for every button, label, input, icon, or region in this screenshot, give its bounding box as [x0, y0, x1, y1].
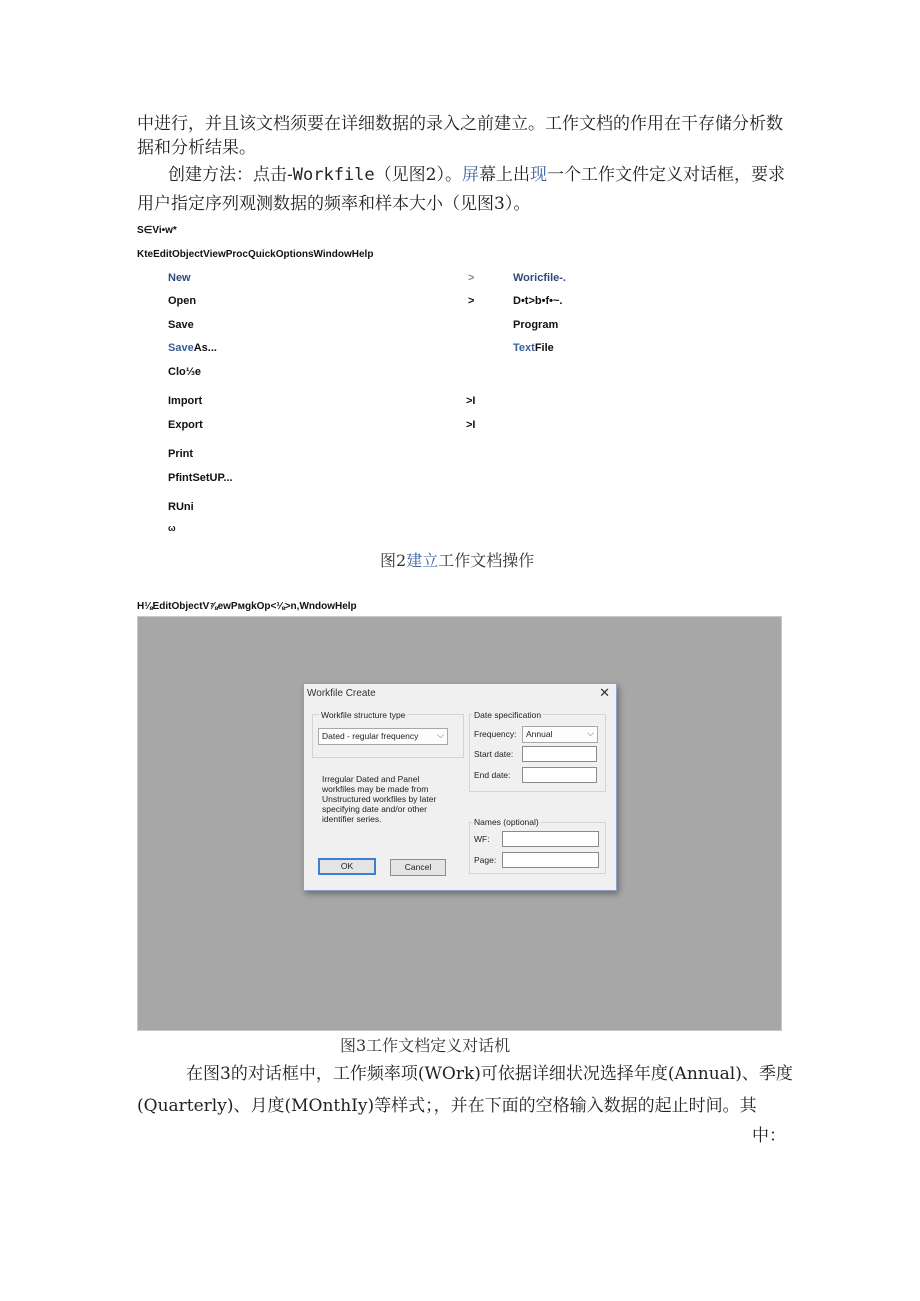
end-date-input[interactable]	[522, 767, 597, 783]
menu-item-save-as[interactable]	[168, 342, 217, 354]
menu-item-print-setup[interactable]: PfintSetUP...	[168, 472, 233, 484]
figure-2-caption	[380, 548, 534, 571]
bottom-line-3: 中：	[752, 1126, 786, 1146]
bottom-line-2: (Quarterly)、月度(MOnthIy)等样式；，并在下面的空格输入数据的起止时间。其	[137, 1096, 757, 1116]
menu-item-new[interactable]: New	[168, 272, 191, 284]
structure-select[interactable]	[318, 728, 448, 745]
bottom-line-1: 在图3的对话框中，工作频率项(WOrk)可依据详细状况选择年度(Annual)、季度	[186, 1064, 793, 1084]
submenu-item-program[interactable]: Program	[513, 319, 559, 331]
cancel-button[interactable]: Cancel	[390, 859, 446, 876]
text-segment-blue: Save	[168, 342, 194, 354]
close-icon[interactable]: ✕	[599, 685, 610, 700]
start-date-label: Start date:	[474, 749, 514, 759]
text-segment-blue: 建立	[406, 551, 439, 570]
submenu-item-database[interactable]: D•t>b•f•~.	[513, 295, 563, 307]
text-segment: File	[534, 342, 554, 354]
structure-note	[322, 774, 436, 824]
menu-item-save[interactable]: Save	[168, 319, 194, 331]
chevron-down-icon: ⌵	[437, 730, 444, 740]
text-segment-blue: Text	[513, 342, 535, 354]
text-segment: 工作文档操作	[438, 551, 535, 570]
fig2-top-label: S∈Vi•w*	[137, 225, 177, 236]
menu-item-open[interactable]: Open	[168, 295, 197, 307]
ok-button[interactable]: OK	[318, 858, 376, 875]
text-segment-blue: 屏	[461, 165, 479, 185]
dialog-title: Workfile Create	[307, 688, 376, 699]
text-segment-mono: Workfile	[292, 165, 375, 185]
note-line: Unstructured workfiles by later	[322, 794, 437, 804]
text-segment: 一个工作文件定义对话框，要求	[546, 165, 785, 185]
frequency-label: Frequency:	[474, 729, 517, 739]
paragraph-line-4: 用户指定序列观测数据的频率和样本大小（见图3）。	[137, 194, 531, 214]
names-label: Names (optional)	[474, 817, 539, 827]
text-segment: （见图2）。	[374, 165, 462, 185]
workfile-create-dialog	[303, 683, 617, 891]
submenu-arrow-icon: >	[468, 295, 475, 307]
note-line: workfiles may be made from	[322, 784, 429, 794]
wf-name-input[interactable]	[502, 831, 599, 847]
text-segment: As...	[193, 342, 217, 354]
text-segment-blue: 现	[529, 165, 547, 185]
frequency-value: Annual	[526, 729, 553, 739]
text-segment: 创建方法：点击-	[168, 165, 293, 185]
submenu-item-workfile[interactable]: Woricfile-.	[513, 272, 566, 284]
menu-item-symbol: ω	[168, 523, 176, 533]
menu-item-import[interactable]: Import	[168, 395, 203, 407]
menu-item-export[interactable]: Export	[168, 419, 203, 431]
submenu-arrow-icon: >I	[466, 395, 476, 407]
menu-item-close[interactable]: Clo⅓e	[168, 366, 202, 378]
page-label: Page:	[474, 855, 497, 865]
menu-item-print[interactable]: Print	[168, 448, 194, 460]
paragraph-line-2: 据和分析结果。	[137, 138, 256, 158]
submenu-item-text-file[interactable]	[513, 342, 554, 354]
paragraph-line-1: 中进行，并且该文档须要在详细数据的录入之前建立。工作文档的作用在干存储分析数	[137, 114, 783, 134]
note-line: specifying date and/or other	[322, 804, 427, 814]
date-spec-label: Date specification	[474, 710, 542, 720]
start-date-input[interactable]	[522, 746, 597, 762]
page-name-input[interactable]	[502, 852, 599, 868]
figure-3-caption: 图3工作文档定义对话机	[340, 1036, 511, 1055]
fig2-menubar: KteEditObjectViewProcQuickOptionsWindowHelp	[137, 249, 374, 260]
note-line: Irregular Dated and Panel	[322, 774, 420, 784]
frequency-select[interactable]	[522, 726, 598, 743]
structure-value: Dated - regular frequency	[322, 731, 419, 741]
submenu-arrow-icon: >	[468, 272, 475, 284]
menu-item-run[interactable]: RUni	[168, 501, 194, 513]
wf-label: WF:	[474, 834, 490, 844]
end-date-label: End date:	[474, 770, 511, 780]
note-line: identifier series.	[322, 814, 382, 824]
chevron-down-icon: ⌵	[587, 728, 594, 738]
app-workspace	[137, 616, 782, 1031]
paragraph-line-3	[168, 163, 785, 187]
structure-label: Workfile structure type	[321, 710, 406, 720]
text-segment: 幕上出	[478, 165, 530, 185]
fig3-menubar: H⅛EditObjectV⅞ewPмgkOp<⅛>n,WndowHelp	[137, 601, 357, 612]
submenu-arrow-icon: >I	[466, 419, 476, 431]
text-segment: 图2	[380, 551, 407, 570]
